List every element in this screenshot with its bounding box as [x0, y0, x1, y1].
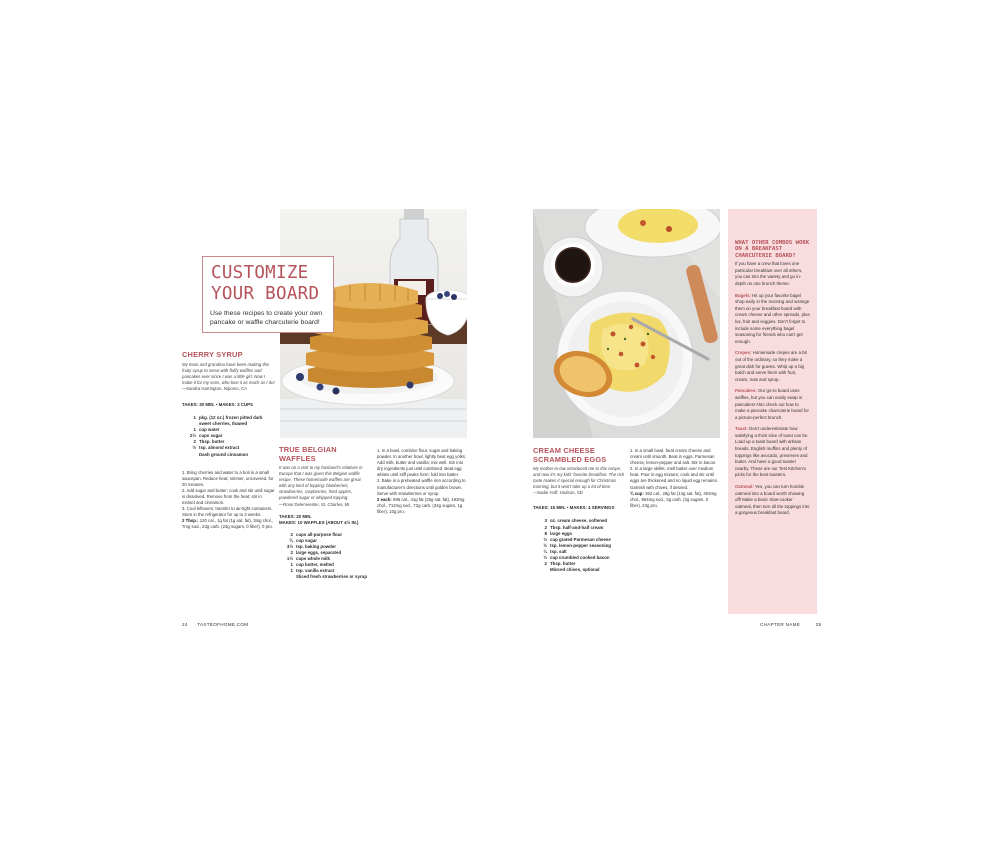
sidebar-item — [735, 293, 810, 346]
ingredient-description: Tbsp. butter — [550, 561, 576, 567]
ingredient-description: tsp. salt — [550, 548, 567, 554]
sidebar-item — [735, 350, 810, 383]
recipe-title: TRUE BELGIAN WAFFLES — [279, 445, 337, 463]
nutrition-label: ¾ cup: — [630, 490, 644, 496]
ingredient-description: oz. cream cheese, softened — [550, 518, 608, 524]
site-name: TASTEOFHOME.COM — [197, 622, 249, 627]
sidebar-item-label: Toast: — [735, 426, 748, 432]
ingredient-quantity: 2 — [193, 439, 196, 445]
ingredient-quantity — [182, 452, 199, 458]
cherry-syrup-recipe — [182, 351, 275, 531]
sidebar-items — [735, 293, 810, 517]
ingredient-list — [533, 518, 626, 573]
cream-cheese-eggs-recipe — [533, 447, 626, 573]
ingredient-description: Minced chives, optional — [550, 567, 600, 573]
nutrition-text: 696 cal., 41g fat (25g sat. fat), 193mg chol., 712mg sod., 72g carb. (34g sugars, 1g fiber), 10g pro. — [377, 496, 465, 514]
ingredient-description: pkg. (12 oz.) frozen pitted dark sweet cherries, thawed — [199, 414, 263, 427]
ingredient-quantity: 1½ — [286, 556, 293, 562]
page-number: 24 — [182, 622, 188, 627]
ingredient-description: cup sugar — [296, 537, 317, 543]
recipe-intro: My mother-in-law introduced me to this recipe, and now it's my kids' favorite breakfast. The rich taste makes it special enough for Christmas morning, but it won't take up a lot of time. — [533, 466, 625, 490]
belgian-waffles-steps — [377, 448, 467, 515]
ingredient-quantity: ½ — [543, 542, 547, 548]
sidebar-item-label: Pancakes: — [735, 388, 757, 394]
recipe-step: 1. In a small bowl, beat cream cheese and cream until smooth. Beat in eggs, Parmesan cheese, lemon-pepper and salt. Stir in bacon. — [630, 448, 717, 466]
recipe-nutrition — [377, 497, 467, 515]
hero-subtitle: Use these recipes to create your own pancake or waffle charcuterie board! — [210, 310, 323, 326]
ingredient-quantity: 2 — [290, 549, 293, 555]
ingredient-description: cups whole milk — [296, 556, 330, 562]
eggs-photo — [533, 209, 720, 438]
recipe-step: 2. Bake in a preheated waffle iron according to manufacturer's directions until golden brown. Serve with strawberries or syrup. — [377, 478, 466, 496]
recipe-nutrition — [630, 491, 720, 509]
ingredient-quantity: 3 — [544, 518, 547, 524]
ingredient-description: Tbsp. half-and-half cream — [550, 524, 604, 530]
ingredient-quantity: 2 — [544, 561, 547, 567]
nutrition-label: 2 each: — [377, 496, 392, 502]
ingredient-quantity: 1 — [290, 568, 293, 574]
ingredient-quantity — [279, 574, 296, 580]
sidebar-item — [735, 388, 810, 421]
sidebar-item-text: Hit up your favorite bagel shop early in the morning and arrange them on your breakfast board with cream cheese and other spreads, plus lox, fruit and veggies. Don't forget to include some everything bagel seasoning for friends who can't get enough. — [735, 292, 810, 344]
recipe-title — [533, 447, 626, 464]
ingredient-list — [279, 532, 369, 581]
ingredient-description: cup water — [199, 427, 220, 433]
ingredient-quantity: ½ — [192, 445, 196, 451]
page-number: 25 — [815, 622, 822, 627]
ingredient-description: cups sugar — [199, 433, 223, 439]
ingredient-description: Dash ground cinnamon — [199, 451, 249, 457]
recipe-meta-yield: MAKES: 10 WAFFLES (ABOUT 4½ IN.) — [279, 519, 359, 525]
hero-title-line1: CUSTOMIZE — [211, 263, 309, 283]
ingredient-description: tsp. almond extract — [199, 445, 240, 451]
ingredient-quantity: ¼ — [543, 548, 547, 554]
sidebar-item-text: Homemade crepes are a bit out of the ordinary, so they make a great dish for guests. Whip up a big batch and serve them with fruit, cream, nuts and syrup. — [735, 350, 807, 382]
recipe-author: —Sadie Hoff, Hudson, SD — [533, 490, 583, 496]
ingredient-description: cup butter, melted — [296, 562, 334, 568]
ingredient-description: large eggs — [550, 530, 572, 536]
recipe-meta: TAKES: 15 MIN. • MAKES: 4 SERVINGS — [533, 505, 615, 511]
ingredient-description: cup crumbled cooked bacon — [550, 555, 610, 561]
ingredient-quantity: 1 — [193, 427, 196, 433]
belgian-waffles-recipe — [279, 446, 369, 580]
ingredient-quantity: 2 — [290, 531, 293, 537]
ingredient-description: Sliced fresh strawberries or syrup — [296, 574, 368, 580]
recipe-meta: TAKES: 30 MIN. • MAKES: 3 CUPS — [182, 401, 253, 407]
sidebar-title: WHAT OTHER COMBOS WORK ON A BREAKFAST CHARCUTERIE BOARD? — [735, 240, 810, 259]
recipe-step: 1. In a bowl, combine flour, sugar and baking powder. In another bowl, lightly beat egg yolks. Add milk, butter and vanilla; mix well. Stir into dry ingredients just until combined. Beat egg whites until stiff peaks form; fold into batter. — [377, 448, 467, 478]
recipe-title-line1: CREAM CHEESE — [533, 446, 595, 455]
cream-cheese-eggs-steps — [630, 448, 720, 509]
hero-title-line2: YOUR BOARD — [211, 284, 320, 304]
ingredient-row — [182, 452, 275, 458]
sidebar-item — [735, 426, 810, 479]
ingredient-description: tsp. baking powder — [296, 543, 337, 549]
ingredient-row — [182, 415, 275, 427]
right-page-footer — [760, 622, 821, 627]
nutrition-text: 120 cal., 1g fat (1g sat. fat), 3mg chol., 7mg sod., 23g carb. (23g sugars, 0 fiber), 0 pro. — [182, 518, 274, 530]
recipe-author: —Rose Delemeester, St. Charles, MI — [279, 501, 350, 507]
ingredient-quantity: ½ — [543, 536, 547, 542]
recipe-meta-time: TAKES: 20 MIN. — [279, 513, 312, 519]
ingredient-quantity: 2½ — [189, 433, 196, 439]
recipe-steps — [182, 470, 275, 519]
recipe-step: 1. Bring cherries and water to a boil in a small saucepan. Reduce heat; simmer, uncovered, for 20 minutes. — [182, 469, 274, 487]
nutrition-label: 2 Tbsp.: — [182, 518, 199, 524]
hero-title — [211, 263, 319, 305]
recipe-intro: It was on a visit to my husband's relatives in Europe that I was given this Belgian waffle recipe. These homemade waffles are great with any kind of topping: blueberries, strawberries, raspberries, fried apples, powdered sugar or whipped topping. — [279, 465, 363, 501]
chapter-name: CHAPTER NAME — [760, 622, 801, 627]
ingredient-description: large eggs, separated — [296, 549, 342, 555]
recipe-author: —Sandra Harrington, Nipomo, CA — [182, 385, 247, 391]
ingredient-quantity: ½ — [543, 555, 547, 561]
sidebar-item — [735, 484, 810, 517]
recipe-step: 2. In a large skillet, melt butter over medium heat. Pour in egg mixture; cook and stir until eggs are thickened and no liquid egg remains. Garnish with chives, if desired. — [630, 466, 718, 490]
ingredient-description: cup grated Parmesan cheese — [550, 536, 611, 542]
recipe-title: CHERRY SYRUP — [182, 350, 243, 359]
eggs-illustration — [533, 209, 720, 438]
ingredient-row — [279, 574, 369, 580]
ingredient-quantity: 1 — [290, 562, 293, 568]
recipe-steps — [630, 448, 720, 491]
ingredient-description: Tbsp. butter — [199, 439, 225, 445]
ingredient-quantity: 8 — [544, 530, 547, 536]
recipe-intro: My mom and grandma have been making this fruity syrup to serve with fluffy waffles and pancakes ever since I was a little girl. Now I make it for my sons, who love it as much as I do! — [182, 361, 275, 385]
hero-box — [202, 256, 334, 333]
recipe-step: 2. Add sugar and butter; cook and stir until sugar is dissolved. Remove from the heat; stir in extract and cinnamon. — [182, 487, 275, 506]
recipe-nutrition — [182, 518, 275, 530]
ingredient-description: tsp. vanilla extract — [296, 568, 335, 574]
sidebar-item-label: Crepes: — [735, 350, 752, 356]
recipe-steps — [377, 448, 467, 497]
sidebar-item-text: Our go-to board uses waffles, but you can easily swap in pancakes! Also check out how to make a pancake charcuterie board for a picture-perfect brunch. — [735, 388, 809, 420]
sidebar-item-label: Bagels: — [735, 292, 751, 298]
ingredient-list — [182, 415, 275, 458]
sidebar-item-text: Yes, you can turn humble oatmeal into a board worth showing off! Make a basic slow-cooker oatmeal, then turn all the toppings into a gorgeous breakfast board. — [735, 484, 810, 516]
recipe-step: 3. Cool leftovers; transfer to air-tight containers. Store in the refrigerator for up to 2 weeks. — [182, 506, 273, 518]
sidebar-item-text: Don't underestimate how satisfying a thick slice of toast can be. Load up a toast board with artisan breads, English muffins and plenty of toppings like avocado, preserves and butter. And have a good toaster nearby. These are our Test Kitchen's picks for the best toasters. — [735, 426, 809, 478]
ingredient-quantity: 1 — [193, 414, 196, 420]
ingredient-row — [533, 567, 626, 573]
sidebar-item-label: Oatmeal: — [735, 484, 754, 490]
sidebar-intro: If you have a crew that loves one particular breakfast over all others, you can trim the variety and go in-depth on one brunch theme. — [735, 261, 803, 286]
ingredient-quantity — [533, 567, 550, 573]
recipe-title-line2: SCRAMBLED EGGS — [533, 454, 607, 464]
ingredient-description: cups all-purpose flour — [296, 531, 343, 537]
ingredient-description: tsp. lemon-pepper seasoning — [550, 542, 611, 548]
nutrition-text: 362 cal., 28g fat (14g sat. fat), 403mg chol., 954mg sod., 3g carb. (2g sugars, 0 fiber), 23g pro. — [630, 490, 717, 508]
sidebar-box — [728, 209, 817, 614]
ingredient-quantity: ¾ — [289, 537, 293, 543]
ingredient-quantity: 2 — [544, 524, 547, 530]
ingredient-quantity: 3½ — [286, 543, 293, 549]
left-page-footer — [182, 622, 248, 627]
